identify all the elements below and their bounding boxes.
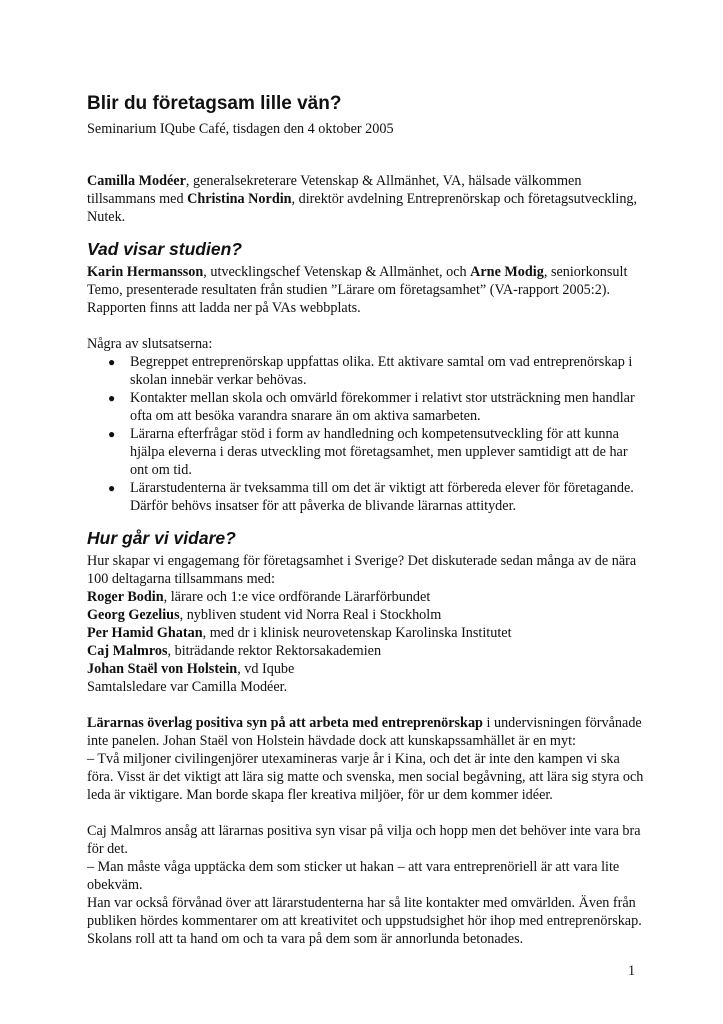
list-item: ● Lärarstudenterna är tveksamma till om det är viktigt att förbereda elever för företagande. Därför behövs insatser för att påverka de blivande lärarnas attityder. [108, 480, 634, 514]
host-name: Camilla Modéer [87, 173, 186, 189]
document-subtitle: Seminarium IQube Café, tisdagen den 4 oktober 2005 [87, 121, 394, 137]
section-heading-study: Vad visar studien? [87, 239, 242, 259]
bullet-icon: ● [108, 427, 116, 441]
discussion-paragraph-1: Lärarnas överlag positiva syn på att arbeta med entreprenörskap i undervisningen förvånade inte panelen. Johan Staël von Holstein hävdade dock att kunskapssamhället är en myt: [87, 715, 642, 749]
study-paragraph [87, 263, 647, 317]
cohost-name: Christina Nordin [187, 191, 292, 207]
presenter-text-1: , utvecklingschef Vetenskap & Allmänhet, och [203, 264, 471, 280]
panel-member: Georg Gezelius, nybliven student vid Norra Real i Stockholm [87, 607, 442, 623]
conclusions-list [87, 353, 647, 515]
host-text: , generalsekreterare Vetenskap & Allmänhet, VA, hälsade välkommen tillsammans med [87, 173, 582, 207]
intro-paragraph [87, 172, 647, 226]
discussion-paragraph-2: Caj Malmros ansåg att lärarnas positiva syn visar på vilja och hopp men det behöver inte vara bra för det. [87, 823, 641, 857]
list-item: ● Begreppet entreprenörskap uppfattas olika. Ett aktivare samtal om vad entreprenörskap i skolan innebär verkar behövas. [108, 354, 633, 388]
presenter-text-2: , seniorkonsult Temo, presenterade resultaten från studien ”Lärare om företagsamhet” (VA-rapport 2005:2). Rapporten finns att ladda ner på VAs webbplats. [87, 264, 628, 316]
presenter-name-1: Karin Hermansson [87, 264, 204, 280]
page-number: 1 [628, 963, 636, 979]
bullet-icon: ● [108, 481, 116, 495]
quote-2: – Man måste våga upptäcka dem som sticker ut hakan – att vara entreprenöriell är att vara lite obekväm. [87, 859, 620, 893]
moderator-line: Samtalsledare var Camilla Modéer. [87, 679, 288, 695]
list-item: ● Lärarna efterfrågar stöd i form av handledning och kompetensutveckling för att kunna hjälpa eleverna i deras utveckling mot företagsamhet, men upplever samtidigt att de har ont om tid. [108, 426, 628, 478]
discussion-paragraph-3: Han var också förvånad över att lärarstudenterna har så lite kontakter med omvärlden. Även från publiken hördes kommentarer om att kreativitet och uppstudsighet hör ihop med entreprenörskap. Skolans roll att ta hand om och ta vara på dem som är annorlunda betonades. [87, 895, 642, 947]
panel-member: Johan Staël von Holstein, vd Iqube [87, 661, 295, 677]
document-title: Blir du företagsam lille vän? [87, 93, 342, 114]
cohost-text: , direktör avdelning Entreprenörskap och företagsutveckling, Nutek. [87, 191, 638, 225]
panel-member: Roger Bodin, lärare och 1:e vice ordförande Lärarförbundet [87, 589, 431, 605]
conclusions-intro: Några av slutsatserna: [87, 336, 213, 352]
panel-member: Caj Malmros, biträdande rektor Rektorsakademien [87, 643, 382, 659]
panel-member: Per Hamid Ghatan, med dr i klinisk neurovetenskap Karolinska Institutet [87, 625, 512, 641]
quote-1: – Två miljoner civilingenjörer utexamineras varje år i Kina, och det är inte den kampen vi ska föra. Visst är det viktigt att lära sig matte och svenska, men social begåvning, att lära sig styra och leda är viktigare. Man borde skapa fler kreativa miljöer, för ur dem kommer idéer. [87, 751, 644, 803]
section-heading-next: Hur går vi vidare? [87, 528, 236, 548]
presenter-name-2: Arne Modig [470, 264, 544, 280]
discussion-intro: Hur skapar vi engagemang för företagsamhet i Sverige? Det diskuterade sedan många av de nära 100 deltagarna tillsammans med: [87, 553, 637, 587]
bullet-icon: ● [108, 391, 116, 405]
list-item: ● Kontakter mellan skola och omvärld förekommer i relativt stor utsträckning men handlar ofta om att besöka varandra snarare än om aktiva samarbeten. [108, 390, 635, 424]
bullet-icon: ● [108, 355, 116, 369]
document-page [87, 92, 647, 948]
